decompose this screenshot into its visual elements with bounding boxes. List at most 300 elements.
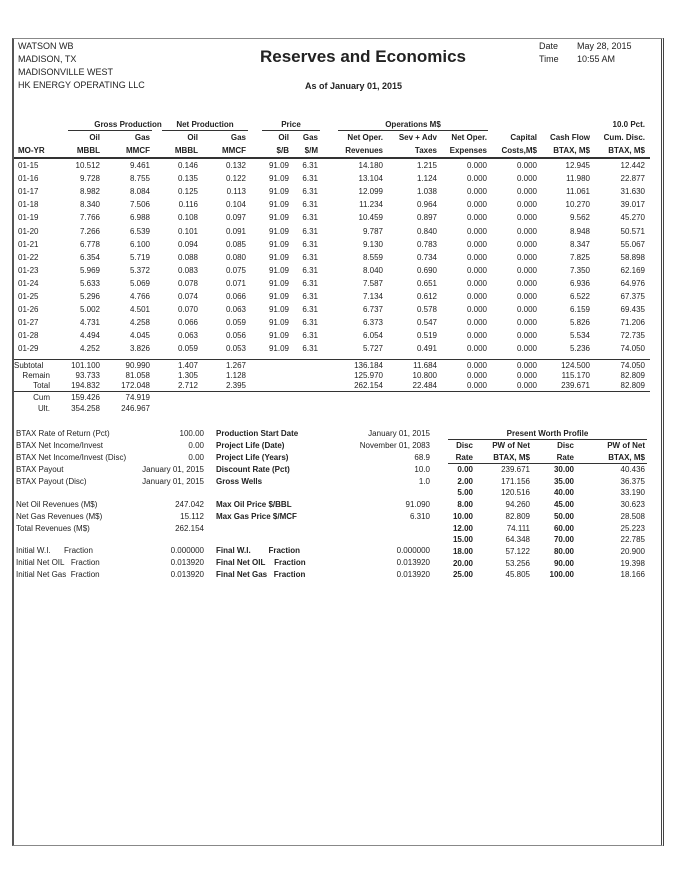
table-row-cell: 31.630 (620, 187, 645, 197)
table-row-cell: 0.056 (225, 331, 246, 341)
table-row-cell: 7.134 (362, 292, 383, 301)
table-row-cell: 0.000 (466, 226, 487, 236)
pw-cell: 20.00 (452, 558, 473, 568)
total-row-cell: 90.990 (125, 361, 150, 370)
column-header-cell: Taxes (414, 146, 437, 155)
table-row-label: 01-15 (18, 161, 39, 170)
rule-line (262, 130, 320, 131)
total-row-cell: 82.809 (620, 371, 645, 380)
table-row-cell: 4.045 (129, 331, 150, 341)
table-row-cell: 4.766 (129, 292, 150, 301)
total-row-cell: 194.832 (71, 381, 100, 390)
table-row-cell: 0.104 (225, 200, 246, 210)
field-name: MADISONVILLE WEST (18, 67, 114, 77)
table-row-cell: 6.354 (79, 252, 100, 262)
table-row-cell: 1.215 (416, 161, 437, 170)
table-row-cell: 6.31 (302, 161, 318, 170)
summary-value: January 01, 2015 (368, 429, 430, 438)
pw-cell: 20.900 (620, 546, 645, 556)
table-row-cell: 6.100 (129, 239, 150, 249)
summary-label: Final Net OIL Fraction (216, 558, 306, 567)
pw-cell: 0.00 (457, 465, 473, 474)
table-row-cell: 0.000 (466, 200, 487, 210)
pw-header: BTAX, M$ (493, 453, 530, 462)
pw-cell: 80.00 (553, 546, 574, 556)
table-row-cell: 7.766 (79, 213, 100, 223)
total-row-cell: 136.184 (354, 361, 383, 370)
total-row-cell: 246.967 (121, 404, 150, 413)
column-header-cell: MBBL (76, 146, 100, 155)
table-row-cell: 0.116 (178, 200, 198, 210)
table-row-label: 01-16 (18, 174, 39, 184)
table-row-cell: 71.206 (620, 318, 645, 328)
summary-value: January 01, 2015 (142, 477, 204, 486)
total-row-label: Remain (22, 371, 50, 380)
table-row-cell: 0.000 (466, 331, 487, 341)
time-label: Time (539, 54, 559, 64)
pw-cell: 15.00 (452, 535, 473, 545)
summary-value: 68.9 (414, 453, 430, 462)
summary-label: BTAX Payout (Disc) (16, 477, 87, 486)
table-row-cell: 7.506 (129, 200, 150, 210)
table-row-cell: 0.132 (225, 161, 246, 170)
table-row-cell: 0.000 (516, 174, 537, 184)
table-row-cell: 6.31 (302, 252, 318, 262)
table-row-cell: 91.09 (268, 239, 289, 249)
table-row-cell: 9.562 (569, 213, 590, 223)
pw-cell: 40.00 (553, 488, 574, 498)
total-row-cell: 159.426 (71, 393, 100, 402)
table-row-label: 01-24 (18, 278, 39, 288)
total-row-cell: 2.395 (225, 381, 246, 390)
table-row-cell: 7.266 (79, 226, 100, 236)
summary-value: 6.310 (409, 512, 430, 521)
table-row-cell: 6.373 (362, 318, 383, 328)
summary-value: 1.0 (418, 477, 430, 486)
total-row-cell: 172.048 (121, 381, 150, 390)
table-row-cell: 0.088 (177, 252, 198, 262)
table-row-cell: 8.040 (362, 265, 383, 275)
table-row-cell: 5.633 (79, 278, 100, 288)
column-group-heading: Net Production (176, 120, 234, 129)
pw-cell: 100.00 (549, 570, 574, 580)
table-row-cell: 0.000 (466, 174, 487, 184)
table-row-cell: 14.180 (358, 161, 383, 170)
total-row-cell: 354.258 (71, 404, 100, 413)
total-row-cell: 124.500 (561, 361, 590, 370)
table-row-cell: 64.976 (620, 278, 645, 288)
table-row-cell: 0.063 (177, 331, 198, 341)
table-row-cell: 11.980 (566, 174, 590, 184)
table-row-cell: 0.063 (225, 305, 246, 315)
table-row-cell: 8.755 (129, 174, 150, 184)
total-row-cell: 1.267 (225, 361, 246, 370)
table-row-cell: 0.066 (225, 292, 246, 301)
table-row-label: 01-29 (18, 344, 39, 354)
rule-line (448, 439, 647, 440)
summary-value: 0.000000 (396, 546, 430, 555)
table-row-cell: 0.000 (466, 239, 487, 249)
table-row-cell: 0.094 (177, 239, 198, 249)
summary-label: BTAX Net Income/Invest (Disc) (16, 453, 127, 462)
total-row-cell: 0.000 (516, 381, 537, 390)
table-row-label: 01-19 (18, 213, 39, 223)
pw-header: BTAX, M$ (608, 453, 645, 462)
table-row-cell: 72.735 (620, 331, 645, 341)
table-row-cell: 55.067 (620, 239, 645, 249)
table-row-cell: 6.159 (569, 305, 590, 315)
table-row-cell: 8.347 (569, 239, 590, 249)
table-row-cell: 0.125 (177, 187, 198, 197)
pw-cell: 36.375 (620, 476, 645, 486)
table-row-cell: 0.059 (177, 344, 198, 354)
column-header-cell: Sev + Adv (398, 133, 437, 142)
table-row-cell: 3.826 (129, 344, 150, 354)
table-row-cell: 0.491 (416, 344, 437, 354)
table-row-cell: 0.108 (177, 213, 198, 223)
table-row-cell: 6.936 (569, 278, 590, 288)
table-row-cell: 91.09 (268, 252, 289, 262)
summary-label: BTAX Rate of Return (Pct) (16, 429, 110, 438)
table-row-cell: 0.690 (416, 265, 437, 275)
table-row-label: 01-26 (18, 305, 39, 315)
table-row-cell: 7.587 (362, 278, 383, 288)
pw-cell: 5.00 (457, 488, 473, 498)
summary-value: 262.154 (175, 524, 204, 533)
pw-header: Rate (455, 453, 473, 462)
table-row-cell: 91.09 (268, 278, 289, 288)
summary-label: Final W.I. Fraction (216, 546, 301, 555)
column-header-label: MO-YR (18, 146, 45, 155)
table-row-cell: 22.877 (620, 174, 645, 184)
table-row-cell: 0.000 (516, 318, 537, 328)
table-row-cell: 5.534 (569, 331, 590, 341)
pw-cell: 70.00 (553, 535, 574, 545)
column-header-cell: MMCF (126, 146, 150, 155)
total-row-cell: 1.407 (177, 361, 198, 370)
table-row-cell: 7.350 (569, 265, 590, 275)
table-row-cell: 5.069 (129, 278, 150, 288)
summary-value: 0.000000 (170, 546, 204, 555)
table-row-cell: 91.09 (268, 344, 289, 354)
column-header-cell: $/M (304, 146, 318, 155)
table-row-cell: 0.078 (177, 278, 198, 288)
table-row-cell: 0.075 (225, 265, 246, 275)
rule-line (14, 157, 650, 159)
summary-value: 0.00 (188, 441, 204, 450)
table-row-cell: 13.104 (358, 174, 383, 184)
table-row-cell: 6.31 (302, 292, 318, 301)
operator: HK ENERGY OPERATING LLC (18, 80, 145, 90)
summary-label: Gross Wells (216, 477, 263, 486)
table-row-cell: 8.559 (362, 252, 383, 262)
time-value: 10:55 AM (577, 54, 616, 64)
column-group-heading: Gross Production (94, 120, 162, 129)
table-row-label: 01-23 (18, 265, 39, 275)
total-row-cell: 10.800 (412, 371, 437, 380)
table-row-cell: 0.000 (466, 344, 487, 354)
rule-line (14, 359, 650, 360)
total-row-cell: 115.170 (561, 371, 590, 380)
table-row-cell: 0.000 (516, 252, 537, 262)
table-row-cell: 0.066 (177, 318, 198, 328)
table-row-cell: 0.146 (177, 161, 198, 170)
summary-label: Production Start Date (216, 429, 299, 438)
rule-line (162, 130, 248, 131)
table-row-cell: 1.124 (416, 174, 437, 184)
column-header-cell: BTAX, M$ (608, 146, 645, 155)
total-row-cell: 0.000 (466, 371, 487, 380)
table-row-cell: 91.09 (268, 292, 289, 301)
total-row-cell: 0.000 (516, 361, 537, 370)
table-row-cell: 91.09 (268, 226, 289, 236)
table-row-cell: 0.070 (177, 305, 198, 315)
total-row-cell: 74.919 (125, 393, 150, 402)
table-row-cell: 0.071 (225, 278, 246, 288)
table-row-cell: 6.522 (569, 292, 590, 301)
table-row-cell: 50.571 (620, 226, 645, 236)
summary-label: Initial Net OIL Fraction (16, 558, 100, 567)
table-row-cell: 0.000 (516, 292, 537, 301)
table-row-cell: 6.31 (302, 265, 318, 275)
table-row-cell: 0.547 (416, 318, 437, 328)
summary-value: November 01, 2083 (359, 441, 430, 450)
table-row-cell: 4.501 (129, 305, 150, 315)
total-row-cell: 22.484 (412, 381, 437, 390)
table-row-cell: 6.31 (302, 200, 318, 210)
table-row-cell: 11.061 (566, 187, 590, 197)
summary-value: 247.042 (175, 500, 204, 509)
table-row-cell: 0.964 (416, 200, 437, 210)
table-row-cell: 91.09 (268, 305, 289, 315)
table-row-cell: 58.898 (620, 252, 645, 262)
pw-cell: 74.111 (506, 523, 530, 533)
table-row-cell: 9.787 (362, 226, 383, 236)
table-row-cell: 6.31 (302, 239, 318, 249)
table-row-cell: 0.059 (225, 318, 246, 328)
table-row-cell: 6.737 (362, 305, 383, 315)
table-row-cell: 0.000 (516, 213, 537, 223)
pw-header: PW of Net (492, 441, 530, 450)
date-value: May 28, 2015 (577, 41, 632, 51)
table-row-cell: 0.000 (516, 239, 537, 249)
table-row-cell: 4.731 (79, 318, 100, 328)
table-row-cell: 0.080 (225, 252, 246, 262)
column-group-heading: Price (281, 120, 301, 129)
table-row-cell: 0.000 (516, 278, 537, 288)
table-row-cell: 6.988 (129, 213, 150, 223)
table-row-cell: 0.612 (416, 292, 437, 301)
table-row-cell: 6.778 (79, 239, 100, 249)
table-row-cell: 4.494 (79, 331, 100, 341)
pw-cell: 30.00 (553, 465, 574, 474)
summary-value: 100.00 (179, 429, 204, 438)
table-row-cell: 0.000 (516, 226, 537, 236)
table-row-cell: 6.054 (362, 331, 383, 341)
table-row-label: 01-17 (18, 187, 39, 197)
table-row-label: 01-28 (18, 331, 39, 341)
pw-cell: 35.00 (553, 476, 574, 486)
table-row-cell: 0.000 (466, 213, 487, 223)
column-header-cell: Oil (89, 133, 100, 142)
summary-value: 0.013920 (396, 570, 430, 579)
table-row-cell: 0.000 (466, 265, 487, 275)
table-row-cell: 8.982 (79, 187, 100, 197)
table-row-cell: 12.099 (358, 187, 383, 197)
total-row-cell: 2.712 (177, 381, 198, 390)
table-row-cell: 6.31 (302, 318, 318, 328)
table-row-cell: 9.728 (79, 174, 100, 184)
table-row-cell: 9.130 (362, 239, 383, 249)
column-header-cell: Net Oper. (451, 133, 487, 142)
pw-cell: 2.00 (457, 476, 473, 486)
table-row-cell: 5.826 (569, 318, 590, 328)
rule-line (448, 463, 647, 464)
table-row-label: 01-21 (18, 239, 39, 249)
table-row-cell: 6.31 (302, 187, 318, 197)
summary-label: Net Gas Revenues (M$) (16, 512, 103, 521)
table-row-cell: 91.09 (268, 187, 289, 197)
table-row-cell: 0.097 (225, 213, 246, 223)
table-row-cell: 62.169 (620, 265, 645, 275)
table-row-cell: 11.234 (359, 200, 383, 210)
column-header-cell: Gas (134, 133, 150, 142)
table-row-cell: 10.270 (565, 200, 590, 210)
total-row-label: Subtotal (14, 361, 44, 370)
column-header-cell: Expenses (449, 146, 487, 155)
column-header-cell: $/B (276, 146, 289, 155)
pw-cell: 239.671 (501, 465, 530, 474)
table-row-cell: 6.539 (129, 226, 150, 236)
total-row-cell: 81.058 (125, 371, 150, 380)
table-row-cell: 8.084 (129, 187, 150, 197)
total-row-cell: 93.733 (75, 371, 100, 380)
table-row-cell: 0.000 (466, 318, 487, 328)
total-row-cell: 1.305 (177, 371, 198, 380)
lease-name: WATSON WB (18, 41, 74, 51)
rule-line (68, 130, 152, 131)
total-row-cell: 0.000 (466, 381, 487, 390)
table-row-cell: 6.31 (302, 344, 318, 354)
total-row-cell: 0.000 (466, 361, 487, 370)
pw-cell: 25.00 (452, 570, 473, 580)
table-row-cell: 4.252 (79, 344, 100, 354)
column-header-cell: Gas (302, 133, 318, 142)
pw-cell: 18.00 (452, 546, 473, 556)
table-row-cell: 0.000 (466, 187, 487, 197)
summary-label: BTAX Payout (16, 465, 64, 474)
as-of-date: As of January 01, 2015 (305, 81, 403, 91)
table-row-cell: 91.09 (268, 200, 289, 210)
summary-label: Max Gas Price $/MCF (216, 512, 297, 521)
summary-value: 10.0 (414, 465, 430, 474)
total-row-cell: 82.809 (620, 381, 645, 390)
table-row-cell: 5.727 (362, 344, 383, 354)
pw-title: Present Worth Profile (506, 429, 589, 438)
location: MADISON, TX (18, 54, 77, 64)
table-row-label: 01-25 (18, 292, 39, 301)
table-row-cell: 0.000 (516, 265, 537, 275)
column-group-heading: 10.0 Pct. (612, 120, 645, 129)
table-row-cell: 5.236 (569, 344, 590, 354)
table-row-cell: 12.945 (565, 161, 590, 170)
table-row-cell: 74.050 (620, 344, 645, 354)
column-header-cell: Net Oper. (347, 133, 383, 142)
table-row-cell: 0.053 (225, 344, 246, 354)
table-row-cell: 0.113 (226, 187, 246, 197)
table-row-cell: 0.000 (466, 161, 487, 170)
column-header-cell: Revenues (345, 146, 383, 155)
total-row-cell: 125.970 (354, 371, 383, 380)
table-row-cell: 1.038 (416, 187, 437, 197)
column-header-cell: MMCF (222, 146, 246, 155)
pw-cell: 94.260 (505, 500, 530, 510)
total-row-cell: 101.100 (71, 361, 100, 370)
total-row-label: Cum (33, 393, 50, 402)
pw-header: PW of Net (607, 441, 645, 450)
total-row-cell: 1.128 (225, 371, 246, 380)
table-row-cell: 0.000 (516, 161, 537, 170)
table-row-cell: 0.000 (516, 200, 537, 210)
table-row-cell: 7.825 (569, 252, 590, 262)
pw-header: Disc (456, 441, 473, 450)
table-row-cell: 0.000 (466, 252, 487, 262)
report-title: Reserves and Economics (260, 47, 466, 66)
table-row-cell: 0.840 (416, 226, 437, 236)
total-row-cell: 239.671 (561, 381, 590, 390)
pw-cell: 12.00 (452, 523, 473, 533)
summary-value: 91.090 (405, 500, 430, 509)
summary-label: Final Net Gas Fraction (216, 570, 306, 579)
table-row-cell: 45.270 (620, 213, 645, 223)
column-header-cell: MBBL (174, 146, 198, 155)
summary-value: 0.00 (188, 453, 204, 462)
summary-label: BTAX Net Income/Invest (16, 441, 103, 450)
table-row-cell: 5.372 (129, 265, 150, 275)
table-row-cell: 91.09 (268, 174, 289, 184)
table-row-cell: 9.461 (129, 161, 150, 170)
pw-cell: 45.00 (553, 500, 574, 510)
pw-cell: 33.190 (620, 488, 645, 498)
column-header-cell: Oil (187, 133, 198, 142)
summary-value: 15.112 (180, 512, 204, 521)
table-row-cell: 0.122 (225, 174, 246, 184)
pw-header: Disc (557, 441, 574, 450)
table-row-cell: 4.258 (129, 318, 150, 328)
table-row-cell: 69.435 (620, 305, 645, 315)
table-row-cell: 0.000 (466, 278, 487, 288)
table-row-cell: 0.897 (416, 213, 437, 223)
table-row-cell: 0.734 (416, 252, 437, 262)
pw-header: Rate (556, 453, 574, 462)
pw-cell: 18.166 (620, 570, 645, 580)
table-row-cell: 0.085 (225, 239, 246, 249)
table-row-cell: 0.000 (516, 187, 537, 197)
summary-label: Initial W.I. Fraction (16, 546, 93, 555)
table-row-cell: 6.31 (302, 174, 318, 184)
pw-cell: 57.122 (505, 546, 530, 556)
pw-cell: 10.00 (452, 511, 473, 521)
table-row-cell: 91.09 (268, 161, 289, 170)
summary-label: Initial Net Gas Fraction (16, 570, 100, 579)
table-row-cell: 10.459 (358, 213, 383, 223)
column-group-heading: Operations M$ (385, 120, 441, 129)
column-header-cell: Cash Flow (549, 133, 590, 142)
table-row-cell: 0.519 (416, 331, 437, 341)
table-row-cell: 0.000 (466, 305, 487, 315)
pw-cell: 82.809 (505, 511, 530, 521)
table-row-cell: 91.09 (268, 213, 289, 223)
